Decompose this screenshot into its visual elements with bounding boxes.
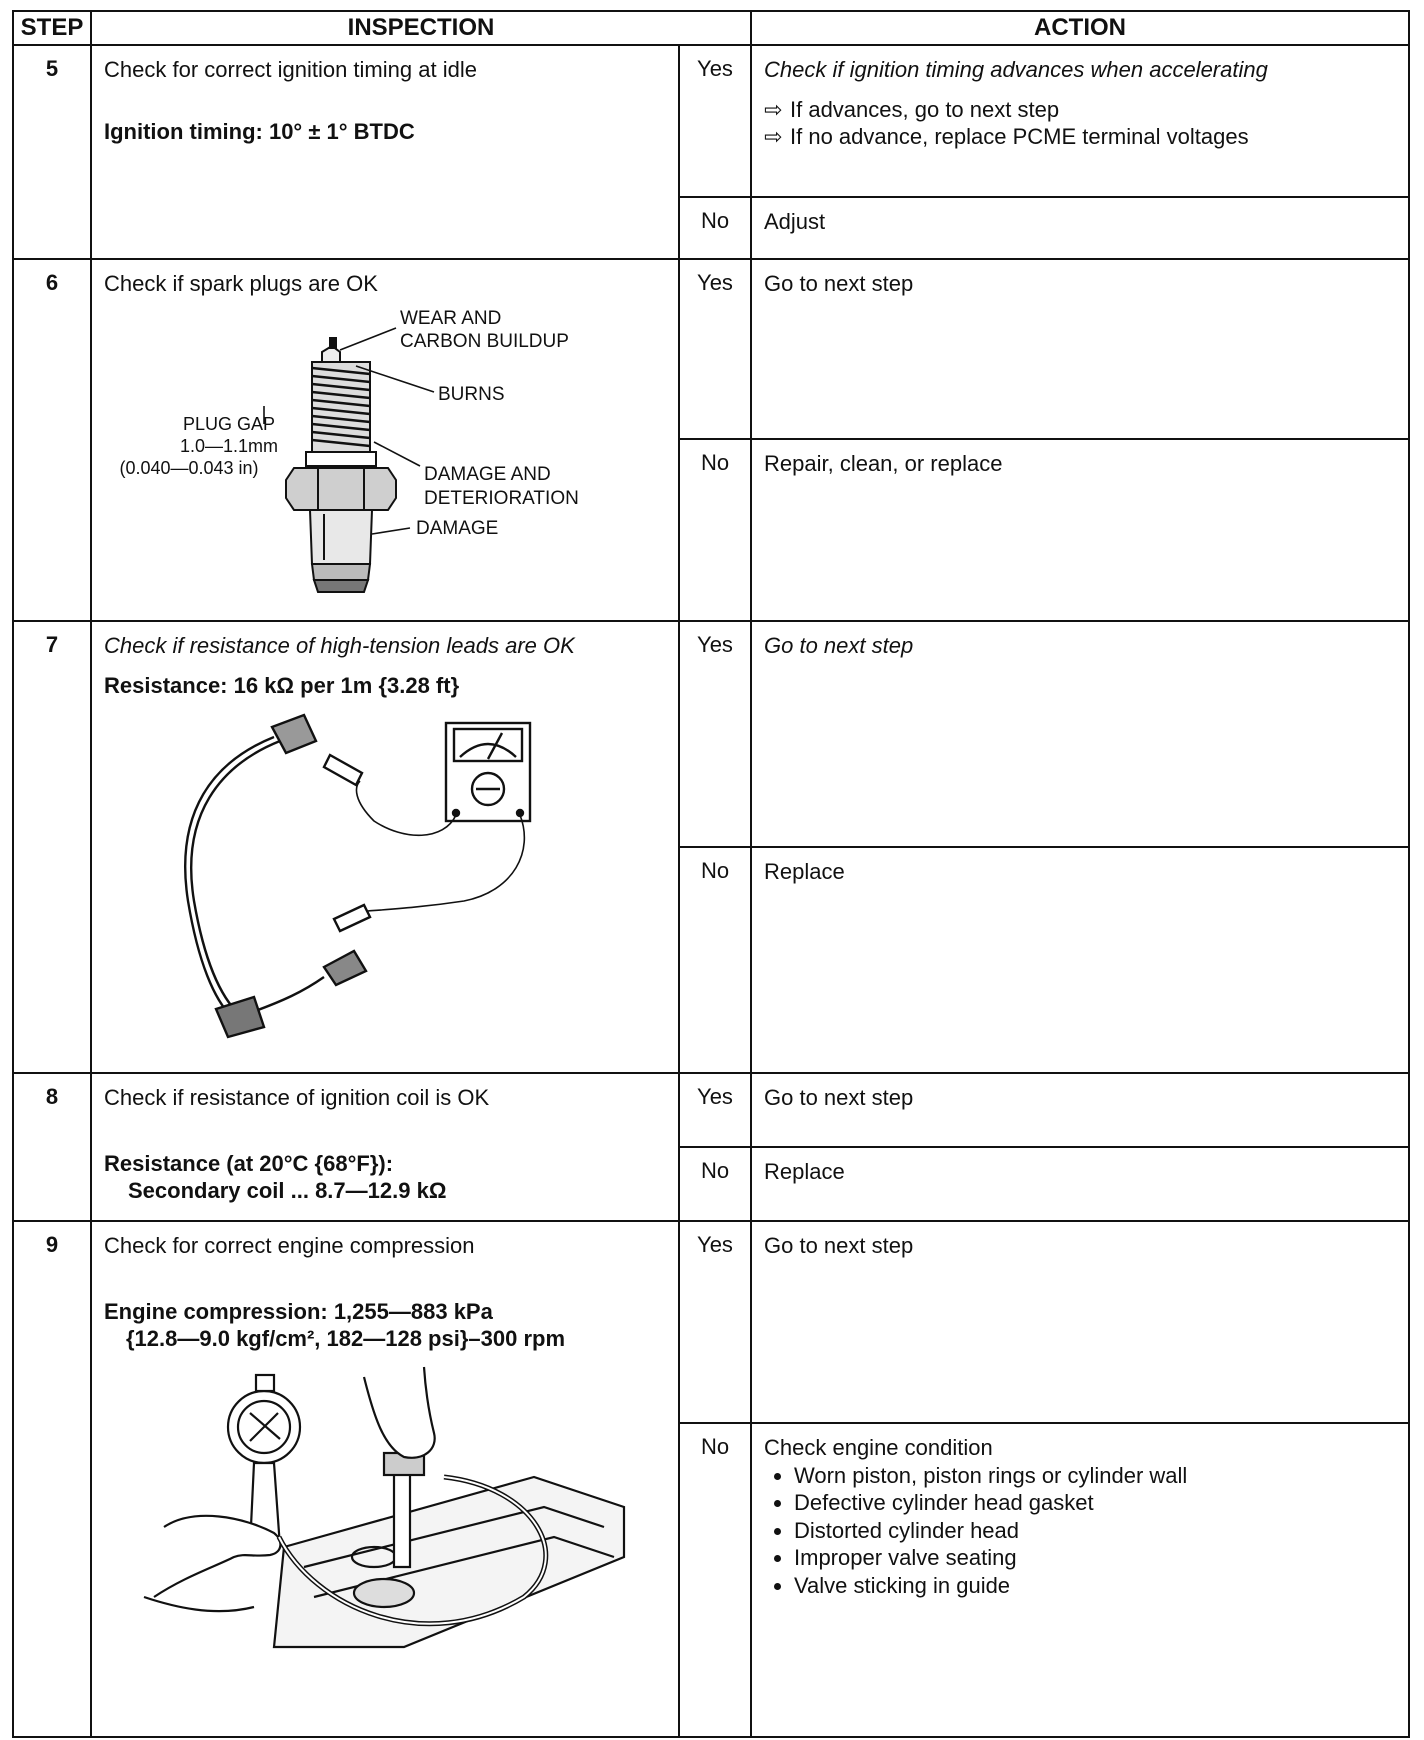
high-tension-lead-diagram (104, 701, 664, 1041)
inspection-text: Check for correct ignition timing at idle (104, 57, 477, 82)
spec-text: Engine compression: 1,255—883 kPa (104, 1298, 493, 1324)
no-action: Repair, clean, or replace (751, 439, 1409, 621)
table-row (13, 1073, 1409, 1147)
label-burns: BURNS (438, 383, 505, 405)
no-action (751, 1423, 1409, 1737)
table-row (13, 621, 1409, 847)
inspection-text: Check if spark plugs are OK (104, 271, 378, 296)
action-text: Check engine condition (764, 1435, 993, 1460)
inspection-text: Check for correct engine compression (104, 1233, 475, 1258)
yes-label: Yes (679, 621, 751, 847)
yes-action: Go to next step (751, 1073, 1409, 1147)
step-number: 6 (13, 259, 91, 621)
action-subitem: ⇨ If no advance, replace PCME terminal voltages (764, 124, 1249, 149)
header-action: ACTION (751, 11, 1409, 45)
list-item: • Distorted cylinder head (794, 1517, 1396, 1545)
list-item: • Valve sticking in guide (794, 1572, 1396, 1600)
yes-label: Yes (679, 45, 751, 197)
list-item: • Defective cylinder head gasket (794, 1489, 1396, 1517)
troubleshooting-table (12, 10, 1410, 1738)
label-carbon: CARBON BUILDUP (400, 330, 569, 352)
no-label: No (679, 847, 751, 1073)
compression-gauge-diagram (104, 1357, 664, 1667)
step-number: 5 (13, 45, 91, 259)
no-label: No (679, 1423, 751, 1737)
yes-label: Yes (679, 259, 751, 439)
no-action: Replace (751, 1147, 1409, 1221)
yes-action (751, 45, 1409, 197)
step-number: 7 (13, 621, 91, 1073)
no-label: No (679, 439, 751, 621)
step-number: 8 (13, 1073, 91, 1221)
table-row (13, 259, 1409, 439)
yes-label: Yes (679, 1073, 751, 1147)
table-row (13, 45, 1409, 197)
spec-text: Ignition timing: 10° ± 1° BTDC (104, 118, 415, 144)
list-item: • Worn piston, piston rings or cylinder wall (794, 1462, 1396, 1490)
list-item: • Improper valve seating (794, 1544, 1396, 1572)
header-step: STEP (13, 11, 91, 45)
inspection-cell (91, 621, 679, 1073)
label-damage: DAMAGE (416, 517, 499, 539)
no-action: Replace (751, 847, 1409, 1073)
inspection-text: Check if resistance of ignition coil is OK (104, 1085, 490, 1110)
spec-text: Resistance: 16 kΩ per 1m {3.28 ft} (104, 672, 460, 698)
yes-action: Go to next step (751, 1221, 1409, 1423)
label-deterioration: DETERIORATION (424, 487, 579, 509)
label-gap-mm: 1.0—1.1mm (179, 435, 279, 456)
inspection-cell (91, 1221, 679, 1737)
yes-label: Yes (679, 1221, 751, 1423)
spec-text: Resistance (at 20°C {68°F}): (104, 1150, 394, 1176)
spark-plug-diagram (104, 302, 664, 602)
label-gap-in: (0.040—0.043 in) (119, 457, 259, 478)
no-action: Adjust (751, 197, 1409, 259)
inspection-cell (91, 259, 679, 621)
spec-text-2: {12.8—9.0 kgf/cm², 182—128 psi}–300 rpm (126, 1326, 566, 1351)
step-number: 9 (13, 1221, 91, 1737)
yes-action: Go to next step (751, 259, 1409, 439)
arrow-right-icon: ⇨ (764, 96, 783, 122)
inspection-cell (91, 45, 679, 259)
no-label: No (679, 197, 751, 259)
header-inspection: INSPECTION (91, 11, 751, 45)
label-plug-gap: PLUG GAP (182, 413, 276, 434)
table-header-row (13, 11, 1409, 45)
table-row (13, 1221, 1409, 1423)
no-label: No (679, 1147, 751, 1221)
action-subitem: ⇨ If advances, go to next step (764, 96, 1060, 122)
label-damage-and: DAMAGE AND (424, 463, 551, 485)
condition-list (764, 1462, 1396, 1600)
yes-action: Go to next step (751, 621, 1409, 847)
action-text: Check if ignition timing advances when accelerating (764, 57, 1268, 82)
inspection-text: Check if resistance of high-tension leads are OK (104, 633, 575, 658)
arrow-right-icon: ⇨ (764, 124, 783, 149)
inspection-cell (91, 1073, 679, 1221)
label-wear: WEAR AND (400, 307, 502, 329)
spec-text-2: Secondary coil ... 8.7—12.9 kΩ (128, 1178, 447, 1203)
